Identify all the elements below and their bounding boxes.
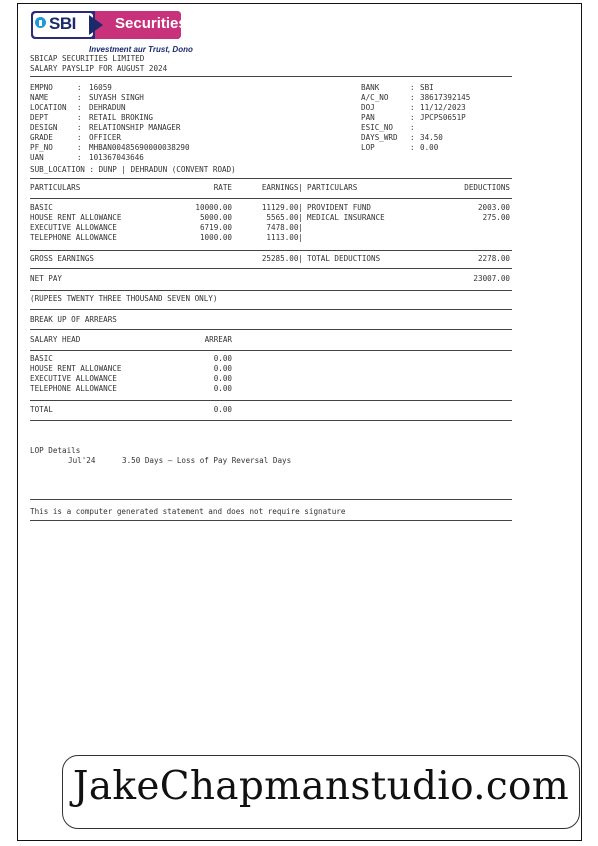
emp-colon: : [77, 103, 82, 112]
gross-earnings-label: GROSS EARNINGS [30, 254, 95, 263]
arrear-name: BASIC [30, 354, 53, 363]
emp-colon: : [410, 123, 415, 132]
emp-label: LOP [361, 143, 398, 152]
total-deductions-label: TOTAL DEDUCTIONS [307, 254, 381, 263]
earning-amount: 7478.00| [266, 223, 303, 232]
emp-value: 34.50 [420, 133, 443, 142]
logo-arrow-icon [89, 15, 103, 35]
emp-label: NAME [30, 93, 67, 102]
sbi-keyhole-icon [35, 17, 46, 28]
sub-location: SUB_LOCATION : DUNP | DEHRADUN (CONVENT ROAD) [30, 165, 236, 174]
emp-value: 16059 [89, 83, 112, 92]
emp-colon: : [410, 133, 415, 142]
earning-name: EXECUTIVE ALLOWANCE [30, 223, 117, 232]
logo-brand-left: SBI [49, 14, 76, 33]
earning-name: TELEPHONE ALLOWANCE [30, 233, 117, 242]
watermark-banner [62, 755, 580, 829]
emp-label: PAN [361, 113, 398, 122]
emp-value: 101367043646 [89, 153, 144, 162]
earning-amount: 5565.00| [266, 213, 303, 222]
net-pay-value: 23007.00 [473, 274, 510, 283]
emp-value: 38617392145 [420, 93, 471, 102]
emp-colon: : [77, 133, 82, 142]
emp-label: DESIGN [30, 123, 67, 132]
col-rate: RATE [213, 183, 232, 192]
col-deductions: DEDUCTIONS [464, 183, 510, 192]
footer-note: This is a computer generated statement and does not require signature [30, 507, 346, 516]
emp-value: DEHRADUN [89, 103, 126, 112]
emp-colon: : [410, 103, 415, 112]
earning-rate: 1000.00 [199, 233, 232, 242]
logo-brand-right: Securities [115, 15, 187, 32]
arrears-col-arrear: ARREAR [204, 335, 232, 344]
payslip-page [17, 3, 582, 841]
emp-colon: : [410, 83, 415, 92]
emp-label: LOCATION [30, 103, 67, 112]
arrear-value: 0.00 [213, 384, 232, 393]
emp-value: OFFICER [89, 133, 122, 142]
lop-details-title: LOP Details [30, 446, 81, 455]
emp-label: DAYS_WRD [361, 133, 398, 142]
earning-rate: 10000.00 [195, 203, 232, 212]
emp-value: RELATIONSHIP MANAGER [89, 123, 181, 132]
emp-colon: : [410, 143, 415, 152]
emp-label: UAN [30, 153, 67, 162]
emp-colon: : [77, 83, 82, 92]
arrear-value: 0.00 [213, 354, 232, 363]
payslip-title: SALARY PAYSLIP FOR AUGUST 2024 [30, 64, 168, 73]
lop-month: Jul'24 [68, 456, 96, 465]
arrears-title: BREAK UP OF ARREARS [30, 315, 117, 324]
emp-label: DEPT [30, 113, 67, 122]
net-pay-label: NET PAY [30, 274, 63, 283]
emp-colon: : [77, 123, 82, 132]
emp-label: BANK [361, 83, 398, 92]
logo-tagline: Investment aur Trust, Dono [89, 45, 193, 54]
earning-name: BASIC [30, 203, 53, 212]
deduction-name: PROVIDENT FUND [307, 203, 372, 212]
emp-value: 11/12/2023 [420, 103, 466, 112]
arrear-name: TELEPHONE ALLOWANCE [30, 384, 117, 393]
deduction-amount: 2003.00 [477, 203, 510, 212]
earning-name: HOUSE RENT ALLOWANCE [30, 213, 122, 222]
lop-detail: 3.50 Days — Loss of Pay Reversal Days [122, 456, 292, 465]
emp-label: EMPNO [30, 83, 67, 92]
emp-value: RETAIL BROKING [89, 113, 154, 122]
emp-colon: : [77, 93, 82, 102]
emp-colon: : [77, 153, 82, 162]
col-particulars: PARTICULARS [30, 183, 81, 192]
earning-amount: 11129.00| [261, 203, 303, 212]
earning-rate: 6719.00 [199, 223, 232, 232]
gross-earnings-value: 25285.00| [261, 254, 303, 263]
earning-amount: 1113.00| [266, 233, 303, 242]
arrear-value: 0.00 [213, 374, 232, 383]
total-deductions-value: 2278.00 [477, 254, 510, 263]
earning-rate: 5000.00 [199, 213, 232, 222]
deduction-name: MEDICAL INSURANCE [307, 213, 385, 222]
col-particulars-deductions: PARTICULARS [307, 183, 358, 192]
sbi-securities-logo [31, 11, 193, 54]
emp-label: GRADE [30, 133, 67, 142]
arrears-total-value: 0.00 [213, 405, 232, 414]
emp-value: JPCPS0651P [420, 113, 466, 122]
deduction-amount: 275.00 [482, 213, 510, 222]
emp-value: MHBAN00485690000038290 [89, 143, 190, 152]
arrear-name: HOUSE RENT ALLOWANCE [30, 364, 122, 373]
emp-label: A/C_NO [361, 93, 398, 102]
emp-colon: : [77, 113, 82, 122]
company-name: SBICAP SECURITIES LIMITED [30, 54, 145, 63]
emp-colon: : [77, 143, 82, 152]
emp-value: SUYASH SINGH [89, 93, 144, 102]
arrears-total-label: TOTAL [30, 405, 53, 414]
emp-label: DOJ [361, 103, 398, 112]
emp-value: 0.00 [420, 143, 439, 152]
col-earnings: EARNINGS| [261, 183, 303, 192]
arrear-name: EXECUTIVE ALLOWANCE [30, 374, 117, 383]
arrears-col-salary-head: SALARY HEAD [30, 335, 81, 344]
net-pay-in-words: (RUPEES TWENTY THREE THOUSAND SEVEN ONLY) [30, 294, 218, 303]
emp-value: SBI [420, 83, 434, 92]
emp-label: PF_NO [30, 143, 67, 152]
watermark-text: JakeChapmanstudio.com [72, 764, 570, 809]
emp-colon: : [410, 113, 415, 122]
emp-label: ESIC_NO [361, 123, 398, 132]
arrear-value: 0.00 [213, 364, 232, 373]
emp-colon: : [410, 93, 415, 102]
